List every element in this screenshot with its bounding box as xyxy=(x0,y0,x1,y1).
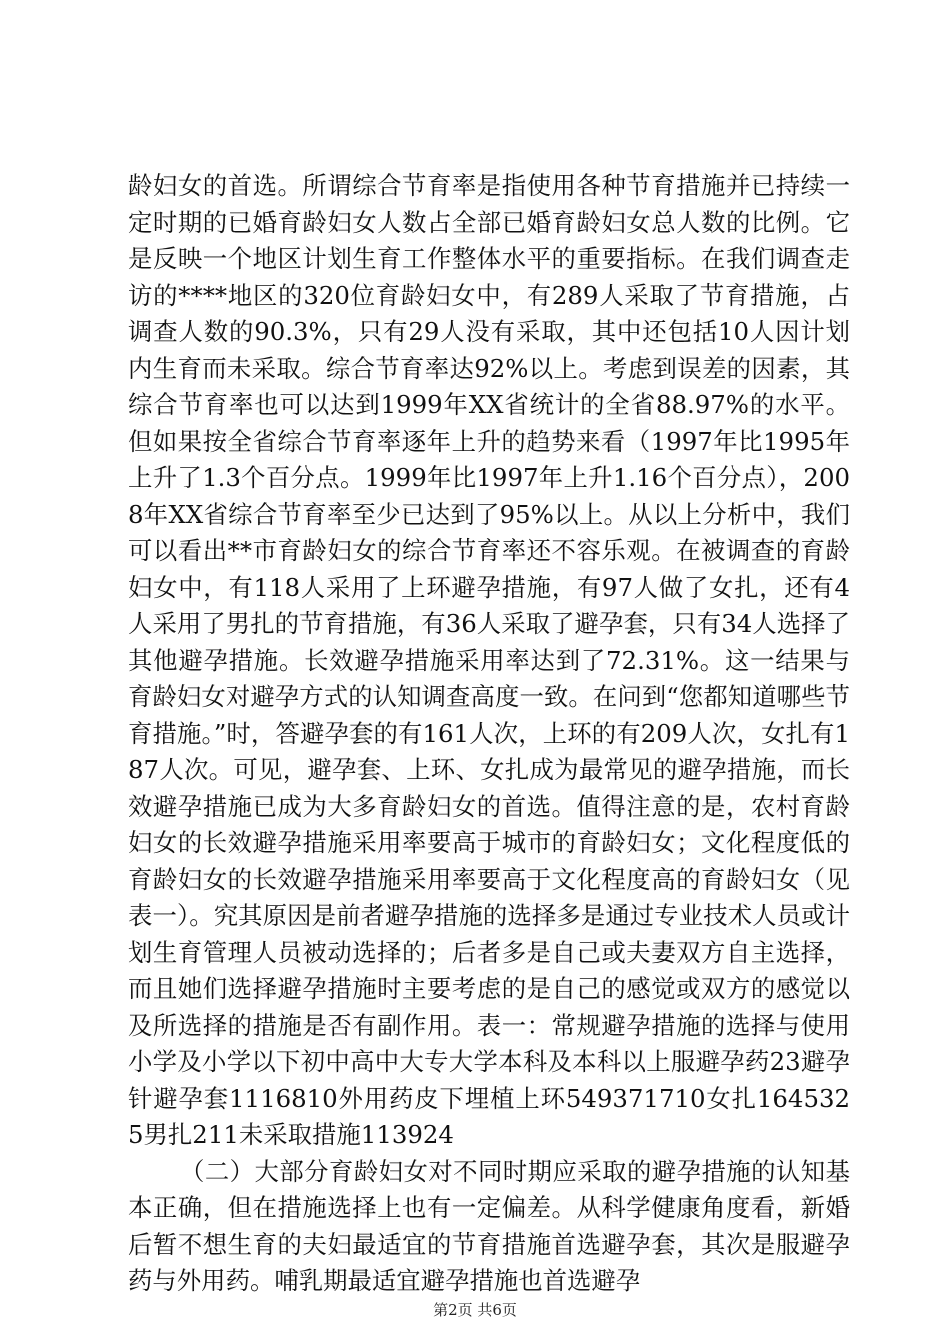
page-footer: 第2页 共6页 xyxy=(433,1301,517,1319)
paragraph-1: 龄妇女的首选。所谓综合节育率是指使用各种节育措施并已持续一定时期的已婚育龄妇女人数占全部已婚育龄妇女总人数的比例。它是反映一个地区计划生育工作整体水平的重要指标。在我们调查走访的****地区的320位育龄妇女中，有289人采取了节育措施，占调查人数的90.3%，只有29人没有采取，其中还包括10人因计划内生育而未采取。综合节育率达92%以上。考虑到误差的因素，其综合节育率也可以达到1999年XX省统计的全省88.97%的水平。但如果按全省综合节育率逐年上升的趋势来看（1997年比1995年上升了1.3个百分点。1999年比1997年上升1.16个百分点），2008年XX省综合节育率至少已达到了95%以上。从以上分析中，我们可以看出**市育龄妇女的综合节育率还不容乐观。在被调查的育龄妇女中，有118人采用了上环避孕措施，有97人做了女扎，还有4人采用了男扎的节育措施，有36人采取了避孕套，只有34人选择了其他避孕措施。长效避孕措施采用率达到了72.31%。这一结果与育龄妇女对避孕方式的认知调查高度一致。在问到“您都知道哪些节育措施。”时，答避孕套的有161人次，上环的有209人次，女扎有187人次。可见，避孕套、上环、女扎成为最常见的避孕措施，而长效避孕措施已成为大多育龄妇女的首选。值得注意的是，农村育龄妇女的长效避孕措施采用率要高于城市的育龄妇女；文化程度低的育龄妇女的长效避孕措施采用率要高于文化程度高的育龄妇女（见表一）。究其原因是前者避孕措施的选择多是通过专业技术人员或计划生育管理人员被动选择的；后者多是自己或夫妻双方自主选择，而且她们选择避孕措施时主要考虑的是自己的感觉或双方的感觉以及所选择的措施是否有副作用。表一：常规避孕措施的选择与使用小学及小学以下初中高中大专大学本科及本科以上服避孕药23避孕针避孕套1116810外用药皮下埋植上环549371710女扎1645325男扎211未采取措施113924 xyxy=(128,171,850,1149)
body-text xyxy=(128,168,850,1300)
paragraph-2: （二）大部分育龄妇女对不同时期应采取的避孕措施的认知基本正确，但在措施选择上也有一定偏差。从科学健康角度看，新婚后暂不想生育的夫妇最适宜的节育措施首选避孕套，其次是服避孕药与外用药。哺乳期最适宜避孕措施也首选避孕 xyxy=(128,1156,850,1295)
